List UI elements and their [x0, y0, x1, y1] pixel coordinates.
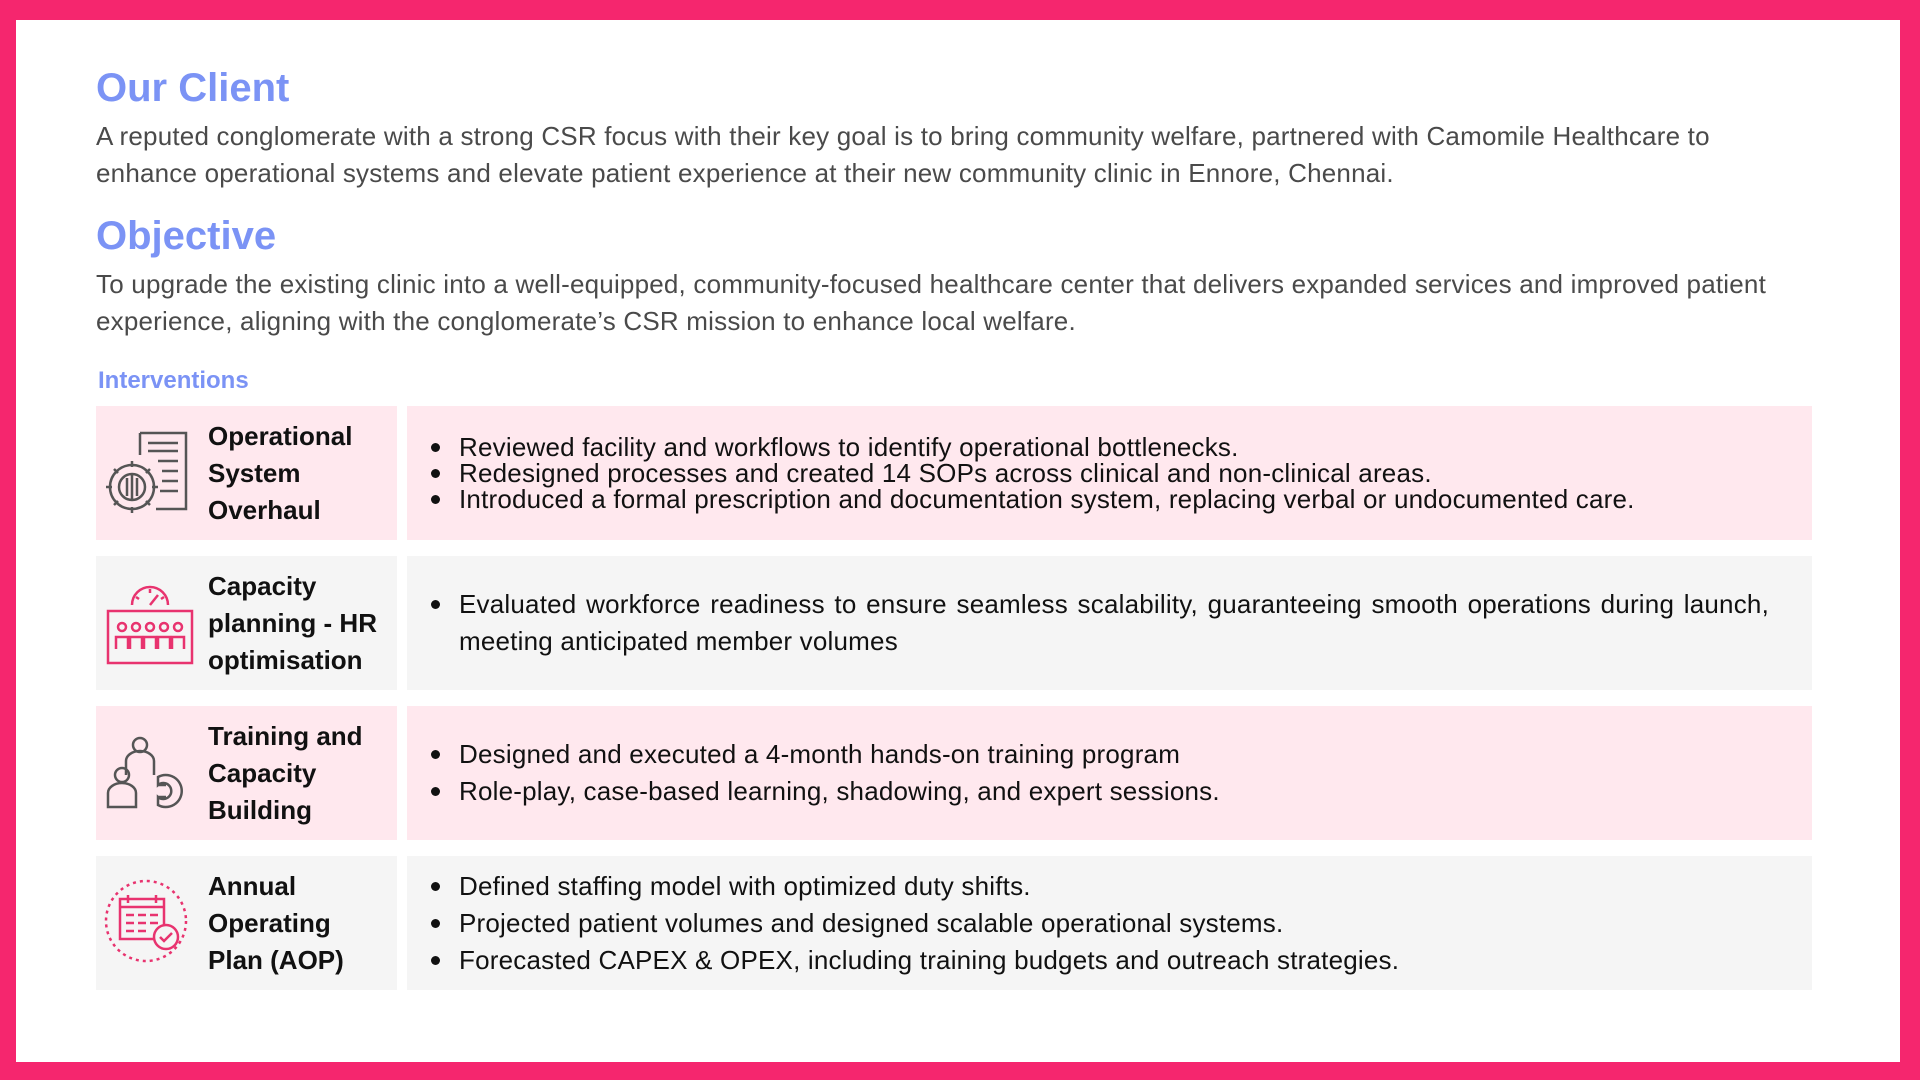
list-item: Designed and executed a 4-month hands-on training program	[459, 736, 1769, 773]
intervention-details-cell	[407, 706, 1812, 840]
intervention-bullet-list	[407, 736, 1769, 810]
intervention-details-cell	[407, 856, 1812, 990]
intervention-label: Capacity planning - HR optimisation	[208, 570, 377, 675]
intervention-label: Training and Capacity Building	[208, 720, 363, 825]
intervention-row	[96, 856, 1816, 990]
client-heading: Our Client	[96, 66, 290, 110]
intervention-label: Operational System Overhaul	[208, 420, 353, 525]
list-item: Introduced a formal prescription and documentation system, replacing verbal or undocumented care.	[459, 486, 1769, 512]
calendar-check-icon	[102, 875, 198, 971]
intervention-label-cell	[96, 406, 397, 540]
case-study-content	[96, 58, 1816, 1006]
list-item: Evaluated workforce readiness to ensure seamless scalability, guaranteeing smooth operations during launch, meeting anticipated member volumes	[459, 586, 1769, 660]
intervention-row	[96, 706, 1816, 840]
intervention-label: Annual Operating Plan (AOP)	[208, 870, 344, 975]
intervention-label-cell	[96, 556, 397, 690]
list-item: Redesigned processes and created 14 SOPs across clinical and non-clinical areas.	[459, 460, 1769, 486]
intervention-bullet-list	[407, 868, 1769, 979]
list-item: Forecasted CAPEX & OPEX, including training budgets and outreach strategies.	[459, 942, 1769, 979]
intervention-details-cell	[407, 556, 1812, 690]
intervention-bullet-list	[407, 586, 1769, 660]
list-item: Reviewed facility and workflows to identify operational bottlenecks.	[459, 434, 1769, 460]
objective-description: To upgrade the existing clinic into a well-equipped, community-focused healthcare center that delivers expanded services and improved patient experience, aligning with the conglomerate’s CSR mission to enhance local welfare.	[96, 269, 1767, 336]
intervention-row	[96, 556, 1816, 690]
interventions-heading: Interventions	[98, 367, 249, 394]
list-item: Role-play, case-based learning, shadowing, and expert sessions.	[459, 773, 1769, 810]
intervention-details-cell	[407, 406, 1812, 540]
team-gauge-icon	[102, 575, 198, 671]
intervention-label-cell	[96, 856, 397, 990]
people-magnet-icon	[102, 725, 198, 821]
list-item: Projected patient volumes and designed scalable operational systems.	[459, 905, 1769, 942]
gear-document-icon	[102, 425, 198, 521]
list-item: Defined staffing model with optimized duty shifts.	[459, 868, 1769, 905]
objective-heading: Objective	[96, 214, 277, 258]
client-description: A reputed conglomerate with a strong CSR focus with their key goal is to bring community welfare, partnered with Camomile Healthcare to enhance operational systems and elevate patient experience at their new community clinic in Ennore, Chennai.	[96, 121, 1710, 188]
intervention-row	[96, 406, 1816, 540]
intervention-bullet-list	[407, 434, 1769, 512]
intervention-label-cell	[96, 706, 397, 840]
